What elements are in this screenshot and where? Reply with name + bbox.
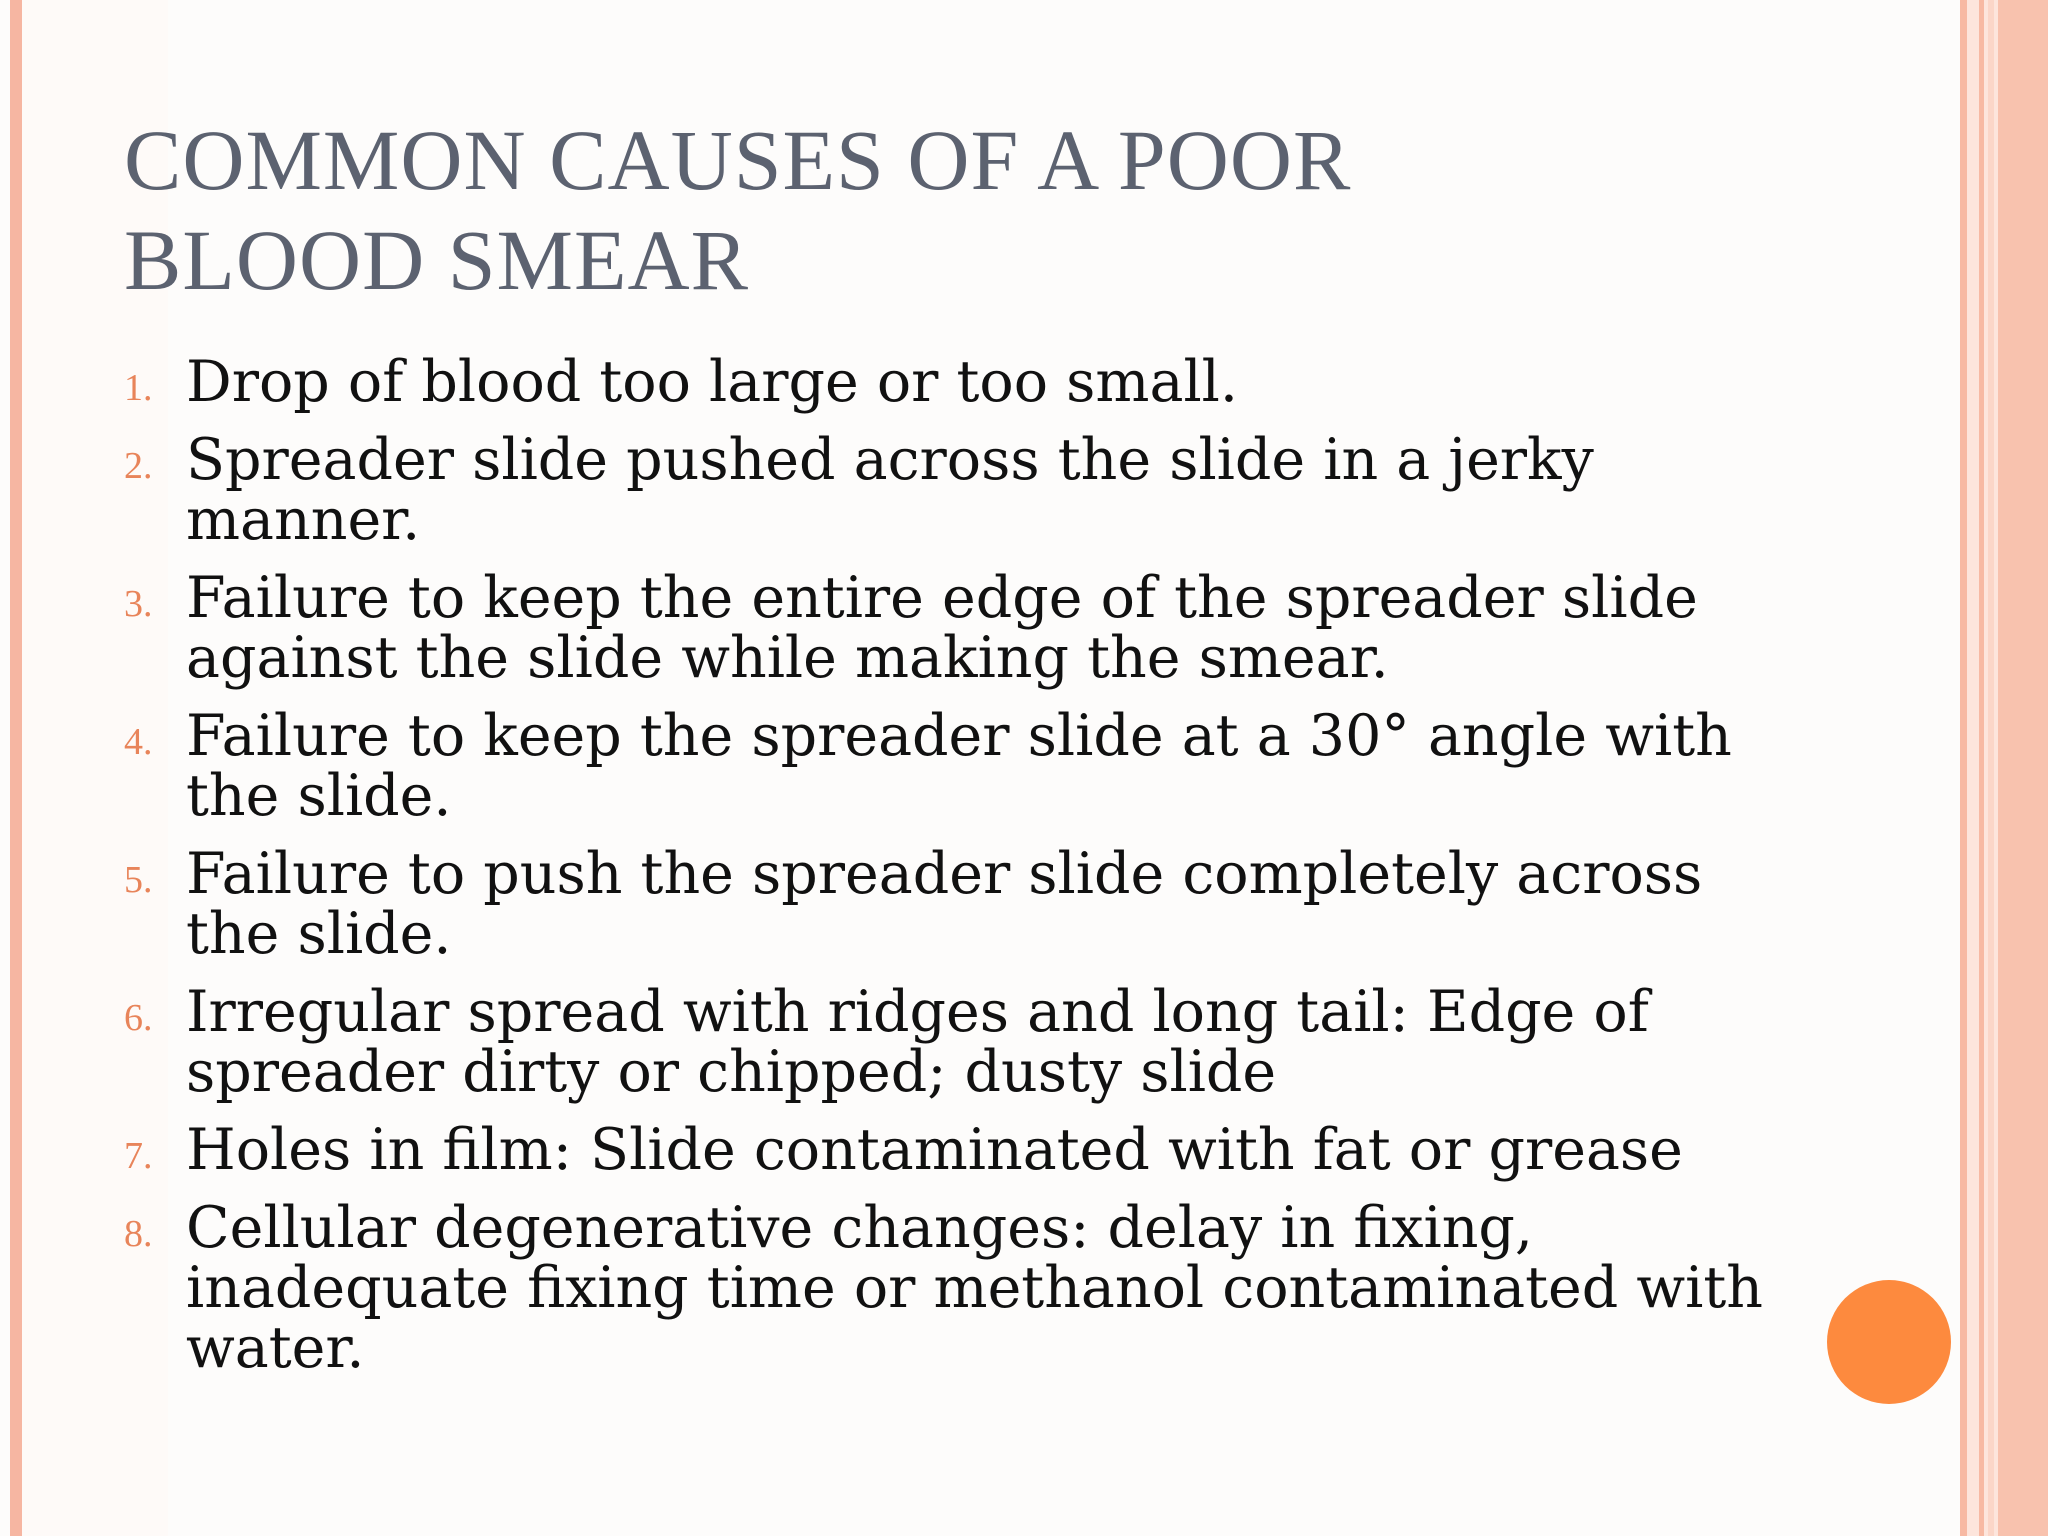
right-stripe — [1979, 0, 1984, 1536]
slide-title — [124, 110, 1824, 310]
list-item — [124, 841, 1764, 967]
item-text: Failure to keep the spreader slide at a 30° angle with the slide. — [186, 703, 1732, 829]
title-line-1: COMMON CAUSES OF A POOR — [124, 112, 1352, 208]
decorative-circle — [1827, 1280, 1951, 1404]
list-item — [124, 349, 1764, 415]
item-text: Drop of blood too large or too small. — [186, 349, 1239, 415]
causes-list — [124, 349, 1764, 1396]
item-number: 7. — [124, 1135, 153, 1177]
list-item — [124, 979, 1764, 1105]
list-item — [124, 565, 1764, 691]
item-number: 2. — [124, 445, 153, 487]
left-accent-bar — [10, 0, 22, 1536]
item-number: 1. — [124, 367, 153, 409]
item-number: 6. — [124, 997, 153, 1039]
item-number: 3. — [124, 583, 153, 625]
item-text: Failure to push the spreader slide completely across the slide. — [186, 841, 1703, 967]
item-number: 8. — [124, 1213, 153, 1255]
right-stripe — [1960, 0, 1967, 1536]
item-text: Spreader slide pushed across the slide in a jerky manner. — [186, 427, 1594, 553]
item-text: Cellular degenerative changes: delay in fixing, inadequate fixing time or methanol contaminated with water. — [186, 1195, 1763, 1381]
right-stripe — [1988, 0, 1994, 1536]
item-number: 4. — [124, 721, 153, 763]
item-text: Holes in film: Slide contaminated with fat or grease — [186, 1117, 1683, 1183]
title-line-2: BLOOD SMEAR — [124, 212, 750, 308]
list-item — [124, 427, 1764, 553]
right-decorative-frame — [1960, 0, 2048, 1536]
list-item — [124, 1117, 1764, 1183]
list-item — [124, 1195, 1764, 1381]
item-number: 5. — [124, 859, 153, 901]
item-text: Irregular spread with ridges and long tail: Edge of spreader dirty or chipped; dusty slide — [186, 979, 1649, 1105]
item-text: Failure to keep the entire edge of the spreader slide against the slide while making the smear. — [186, 565, 1698, 691]
right-stripe — [1998, 0, 2048, 1536]
list-item — [124, 703, 1764, 829]
